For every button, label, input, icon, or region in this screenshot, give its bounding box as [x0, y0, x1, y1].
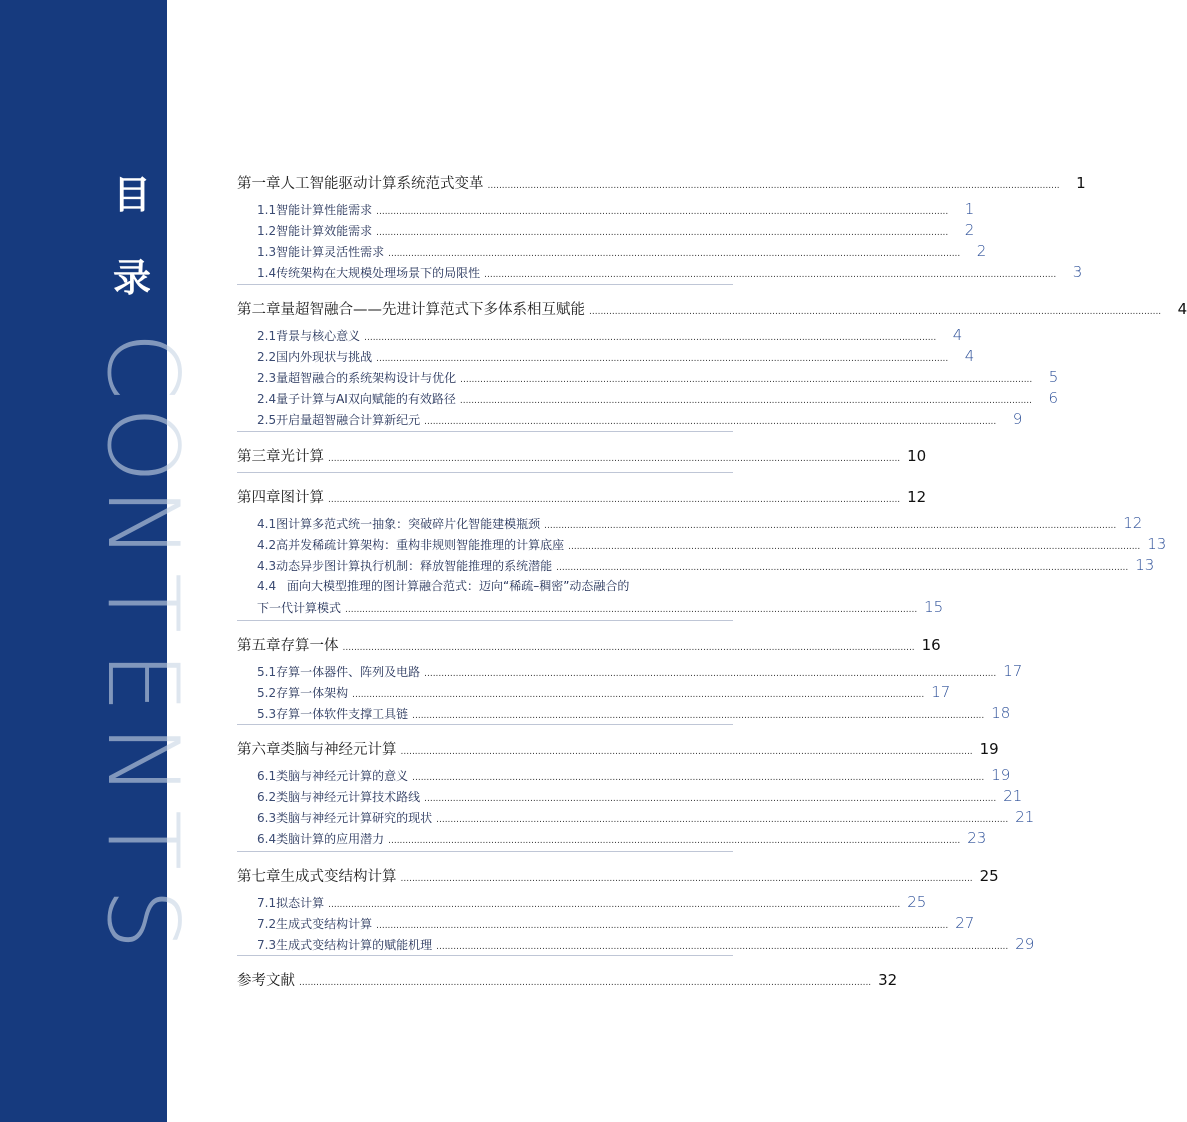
dot-leader: ........................................................................................................................................................................................................ [342, 643, 915, 653]
toc-section-row[interactable] [237, 662, 1023, 680]
chapter-title: 生成式变结构计算 [280, 869, 397, 885]
section-title: 智能计算效能需求 [276, 224, 373, 238]
section-number: 7.1 [257, 896, 277, 910]
section-number: 5.1 [257, 665, 277, 679]
chapter-title: 存算一体 [280, 638, 339, 654]
section-number: 4.4 [257, 579, 277, 593]
dot-leader: ........................................................................................................................................................................................................ [328, 454, 901, 464]
section-number: 1.3 [257, 245, 277, 259]
section-number: 2.4 [257, 392, 277, 406]
section-title: 图计算多范式统一抽象：突破碎片化智能建模瓶颈 [276, 517, 541, 531]
dot-leader: ........................................................................................................................................................................................................ [487, 181, 1060, 191]
chapter-divider [237, 851, 733, 852]
toc-chapter-row[interactable] [237, 445, 927, 466]
page-number: 3 [1072, 263, 1083, 281]
page-number: 1 [1076, 174, 1086, 192]
toc-chapter-row[interactable] [237, 738, 999, 759]
section-number: 6.1 [257, 769, 277, 783]
section-title: 国内外现状与挑战 [276, 350, 373, 364]
page-number: 29 [1015, 935, 1035, 953]
dot-leader: ........................................................................................................................................................................................................ [412, 711, 985, 721]
section-number: 5.2 [257, 686, 277, 700]
page-number: 32 [878, 971, 898, 989]
section-title: 拟态计算 [276, 896, 325, 910]
dot-leader: ........................................................................................................................................................................................................ [328, 900, 901, 910]
section-number: 2.1 [257, 329, 277, 343]
dot-leader: ........................................................................................................................................................................................................ [376, 921, 949, 931]
section-number: 2.2 [257, 350, 277, 364]
section-number: 2.3 [257, 371, 277, 385]
dot-leader: ........................................................................................................................................................................................................ [364, 333, 937, 343]
section-title: 量超智融合的系统架构设计与优化 [276, 371, 457, 385]
toc-chapter-row[interactable] [237, 172, 1086, 193]
sidebar-panel [0, 0, 167, 1122]
toc-section-row[interactable] [237, 577, 733, 594]
page-number: 6 [1048, 389, 1059, 407]
chapter-divider [237, 724, 733, 725]
page-number: 17 [931, 683, 951, 701]
toc-section-row-continued[interactable] [237, 598, 944, 616]
toc-section-row[interactable] [237, 683, 951, 701]
page-number: 1 [964, 200, 975, 218]
section-number: 2.5 [257, 413, 277, 427]
dot-leader: ........................................................................................................................................................................................................ [299, 978, 872, 988]
section-title: 类脑与神经元计算技术路线 [276, 790, 421, 804]
section-title: 生成式变结构计算的赋能机理 [276, 938, 433, 952]
page-number: 27 [955, 914, 975, 932]
section-number: 1.1 [257, 203, 277, 217]
section-title: 类脑与神经元计算的意义 [276, 769, 409, 783]
watermark-letter: S [85, 887, 199, 951]
dot-leader: ........................................................................................................................................................................................................ [589, 307, 1162, 317]
dot-leader: ........................................................................................................................................................................................................ [436, 815, 1009, 825]
page-number: 25 [979, 867, 999, 885]
section-title: 存算一体器件、阵列及电路 [276, 665, 421, 679]
section-title: 类脑与神经元计算研究的现状 [276, 811, 433, 825]
chapter-number: 第二章 [237, 302, 281, 318]
dot-leader: ........................................................................................................................................................................................................ [424, 794, 997, 804]
dot-leader: ........................................................................................................................................................................................................ [424, 669, 997, 679]
chapter-title: 类脑与神经元计算 [280, 742, 397, 758]
page-number: 19 [991, 766, 1011, 784]
page-number: 16 [921, 636, 941, 654]
dot-leader: ........................................................................................................................................................................................................ [376, 354, 949, 364]
dot-leader: ........................................................................................................................................................................................................ [544, 521, 1117, 531]
chapter-divider [237, 284, 733, 285]
toc-section-row[interactable] [237, 893, 927, 911]
section-number: 4.1 [257, 517, 277, 531]
toc-section-row[interactable] [237, 535, 1167, 553]
section-title: 智能计算灵活性需求 [276, 245, 385, 259]
page-number: 5 [1048, 368, 1059, 386]
page-number: 15 [924, 598, 944, 616]
watermark-letter: N [85, 487, 199, 561]
watermark-letter: O [85, 406, 199, 484]
page-number: 10 [907, 447, 927, 465]
section-number: 6.2 [257, 790, 277, 804]
chapter-number: 第三章 [237, 449, 281, 465]
section-title: 存算一体软件支撑工具链 [276, 707, 409, 721]
toc-chapter-row[interactable] [237, 298, 1187, 319]
page-number: 4 [1177, 300, 1187, 318]
page-number: 9 [1012, 410, 1023, 428]
section-number: 7.3 [257, 938, 277, 952]
toc-section-row[interactable] [237, 935, 1035, 953]
toc-chapter-row[interactable] [237, 969, 898, 990]
toc-section-row[interactable] [237, 829, 987, 847]
chapter-number: 第五章 [237, 638, 281, 654]
dot-leader: ........................................................................................................................................................................................................ [460, 375, 1033, 385]
watermark-letter: E [85, 651, 199, 713]
chapter-title: 光计算 [280, 449, 324, 465]
chapter-number: 第四章 [237, 490, 281, 506]
dot-leader: ........................................................................................................................................................................................................ [345, 605, 918, 615]
page-number: 13 [1135, 556, 1155, 574]
chapter-divider [237, 431, 733, 432]
chapter-number: 第七章 [237, 869, 281, 885]
page-number: 4 [964, 347, 975, 365]
dot-leader: ........................................................................................................................................................................................................ [328, 495, 901, 505]
toc-section-row[interactable] [237, 221, 975, 239]
dot-leader: ........................................................................................................................................................................................................ [568, 542, 1141, 552]
toc-chapter-row[interactable] [237, 634, 941, 655]
dot-leader: ........................................................................................................................................................................................................ [436, 942, 1009, 952]
page-number: 2 [964, 221, 975, 239]
section-number: 7.2 [257, 917, 277, 931]
page-number: 19 [979, 740, 999, 758]
chapter-divider [237, 955, 733, 956]
page-number: 23 [967, 829, 987, 847]
dot-leader: ........................................................................................................................................................................................................ [424, 417, 997, 427]
page-number: 18 [991, 704, 1011, 722]
page-number: 12 [907, 488, 927, 506]
watermark-letter: N [85, 724, 199, 798]
dot-leader: ........................................................................................................................................................................................................ [459, 396, 1033, 406]
section-number: 5.3 [257, 707, 277, 721]
dot-leader: ........................................................................................................................................................................................................ [412, 773, 985, 783]
section-title: 下一代计算模式 [257, 601, 342, 615]
dot-leader: ........................................................................................................................................................................................................ [400, 747, 973, 757]
section-number: 4.2 [257, 538, 277, 552]
page-number: 13 [1147, 535, 1167, 553]
toc-section-row[interactable] [237, 242, 987, 260]
toc-section-row[interactable] [237, 704, 1011, 722]
dot-leader: ........................................................................................................................................................................................................ [376, 207, 949, 217]
toc-section-row[interactable] [237, 766, 1011, 784]
section-title: 量子计算与AI双向赋能的有效路径 [276, 392, 456, 406]
page-number: 21 [1003, 787, 1023, 805]
section-title: 智能计算性能需求 [276, 203, 373, 217]
section-title: 动态异步图计算执行机制：释放智能推理的系统潜能 [276, 559, 553, 573]
chapter-title: 人工智能驱动计算系统范式变革 [280, 176, 484, 192]
dot-leader: ........................................................................................................................................................................................................ [484, 270, 1057, 280]
page-number: 21 [1015, 808, 1035, 826]
section-number: 1.2 [257, 224, 277, 238]
dot-leader: ........................................................................................................................................................................................................ [388, 836, 961, 846]
dot-leader: ........................................................................................................................................................................................................ [352, 690, 925, 700]
section-title: 存算一体架构 [276, 686, 349, 700]
watermark-letter: T [85, 573, 199, 633]
toc-section-row[interactable] [237, 410, 1023, 428]
section-title: 高并发稀疏计算架构：重构非规则智能推理的计算底座 [276, 538, 565, 552]
page-number: 12 [1123, 514, 1143, 532]
section-number: 6.3 [257, 811, 277, 825]
toc-chapter-row[interactable] [237, 865, 999, 886]
dot-leader: ........................................................................................................................................................................................................ [556, 563, 1129, 573]
section-number: 4.3 [257, 559, 277, 573]
page-number: 4 [952, 326, 963, 344]
section-title: 开启量超智融合计算新纪元 [276, 413, 421, 427]
toc-section-row[interactable] [237, 263, 1083, 281]
chapter-title: 量超智融合——先进计算范式下多体系相互赋能 [280, 302, 585, 318]
chapter-title: 图计算 [280, 490, 324, 506]
toc-title-char-2: 录 [112, 256, 151, 300]
section-title: 类脑计算的应用潜力 [276, 832, 385, 846]
page-number: 25 [907, 893, 927, 911]
page-number: 2 [976, 242, 987, 260]
toc-title-char-1: 目 [112, 173, 151, 217]
toc-chapter-row[interactable] [237, 486, 927, 507]
section-title: 传统架构在大规模处理场景下的局限性 [276, 266, 481, 280]
section-title: 面向大模型推理的图计算融合范式：迈向“稀疏–稠密”动态融合的 [287, 579, 630, 593]
dot-leader: ........................................................................................................................................................................................................ [376, 228, 949, 238]
toc-section-row[interactable] [237, 914, 975, 932]
chapter-number: 第六章 [237, 742, 281, 758]
section-title: 生成式变结构计算 [276, 917, 373, 931]
toc-section-row[interactable] [237, 389, 1059, 407]
dot-leader: ........................................................................................................................................................................................................ [388, 249, 961, 259]
toc-section-row[interactable] [237, 368, 1059, 386]
toc-section-row[interactable] [237, 326, 963, 344]
chapter-number: 第一章 [237, 176, 281, 192]
section-title: 背景与核心意义 [276, 329, 361, 343]
toc-section-row[interactable] [237, 200, 975, 218]
section-number: 6.4 [257, 832, 277, 846]
watermark-letter: T [85, 810, 199, 870]
toc-section-row[interactable] [237, 556, 1155, 574]
chapter-divider [237, 472, 733, 473]
watermark-letter: C [85, 331, 199, 401]
toc-section-row[interactable] [237, 808, 1035, 826]
page-number: 17 [1003, 662, 1023, 680]
dot-leader: ........................................................................................................................................................................................................ [400, 874, 973, 884]
toc-section-row[interactable] [237, 347, 975, 365]
chapter-divider [237, 620, 733, 621]
toc-section-row[interactable] [237, 787, 1023, 805]
chapter-number: 参考文献 [237, 973, 295, 989]
toc-section-row[interactable] [237, 514, 1143, 532]
section-number: 1.4 [257, 266, 277, 280]
